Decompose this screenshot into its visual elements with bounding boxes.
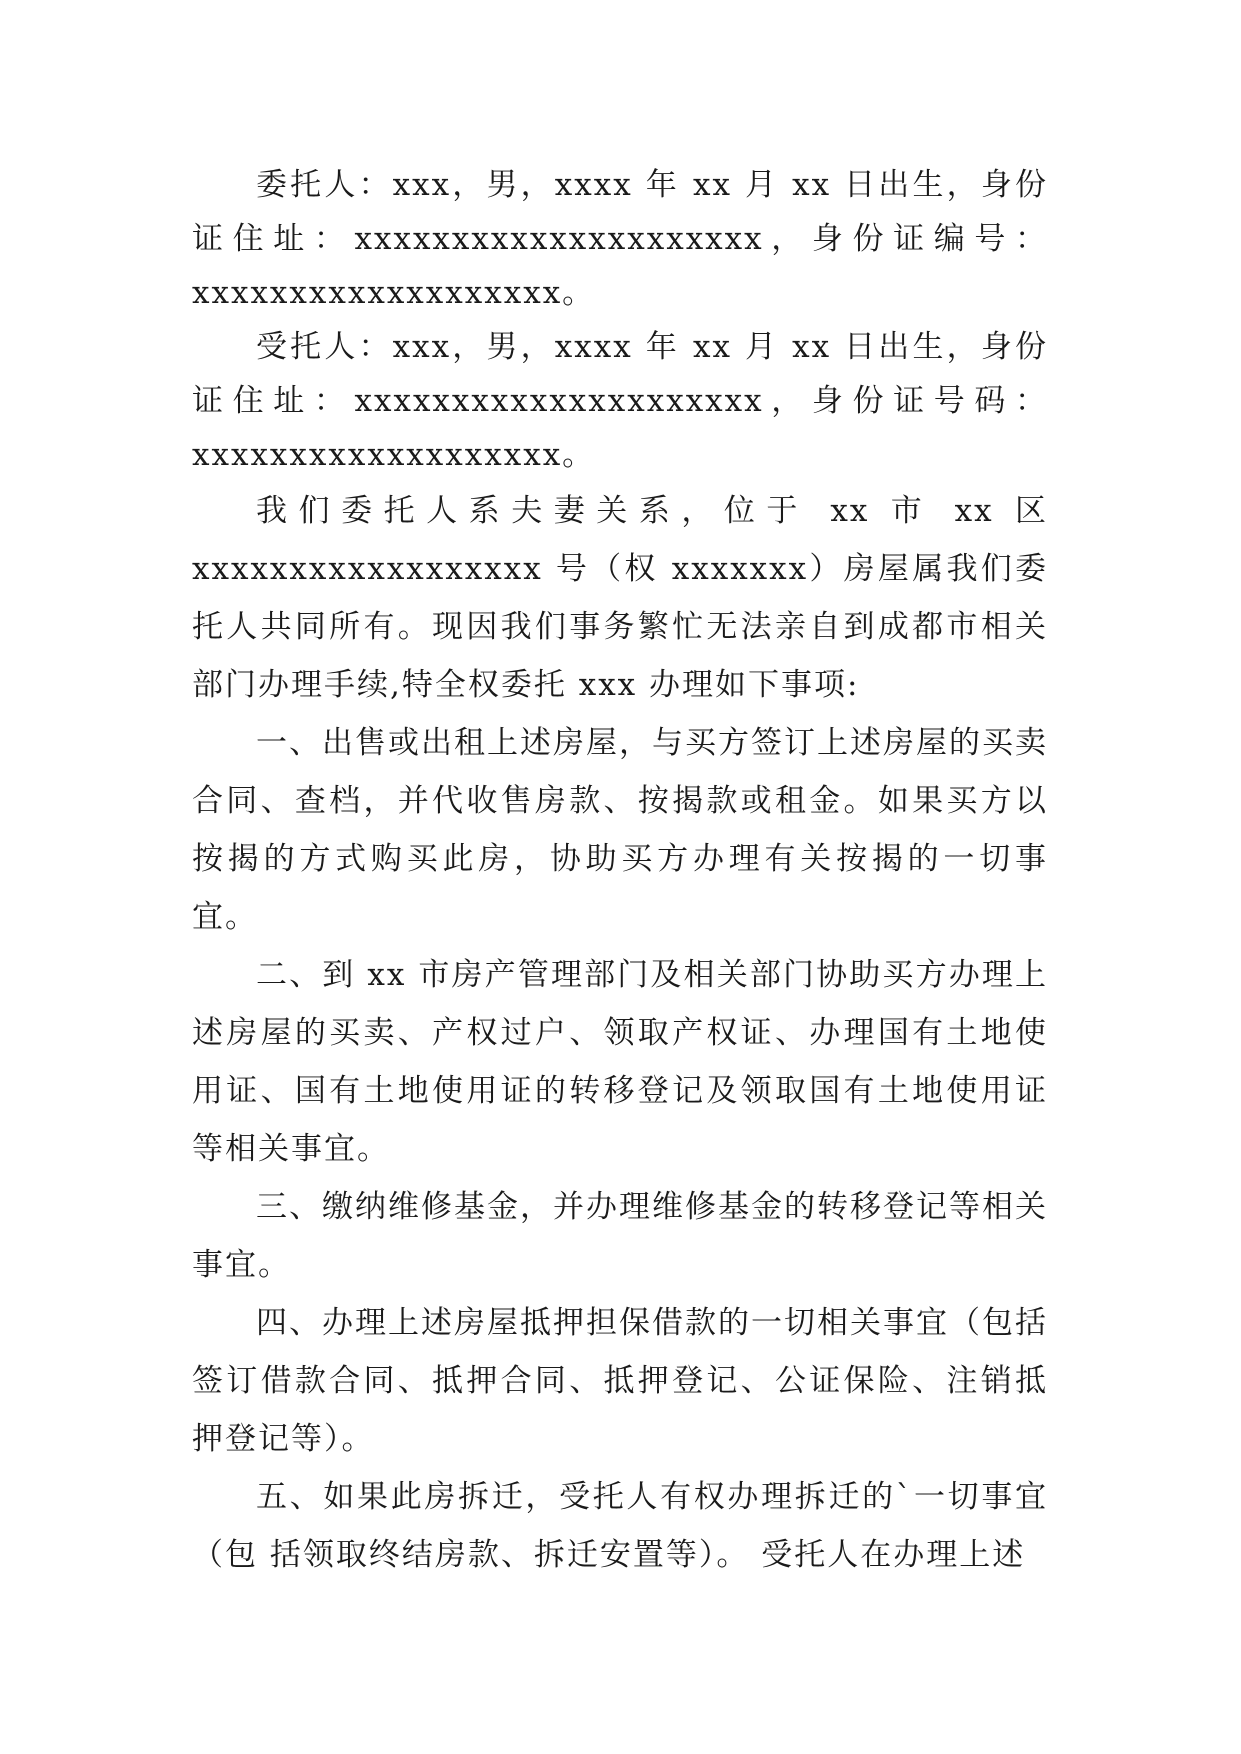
- paragraph-item-3: 三、缴纳维修基金，并办理维修基金的转移登记等相关事宜。: [192, 1189, 1048, 1283]
- paragraph-principal: 委托人：xxx，男，xxxx 年 xx 月 xx 日出生，身份证住址：xxxxxxxxxxxxxxxxxxxxx，身份证编号：xxxxxxxxxxxxxxxxxxx。: [192, 167, 1048, 311]
- paragraph-property: 我们委托人系夫妻关系，位于 xx 市 xx 区 xxxxxxxxxxxxxxxxxx 号（权 xxxxxxx）房屋属我们委托人共同所有。现因我们事务繁忙无法亲自到成都市相关部门办理手续,特全权委托 xxx 办理如下事项:: [192, 493, 1048, 703]
- paragraph-item-5: 五、如果此房拆迁，受托人有权办理拆迁的`一切事宜（包 括领取终结房款、拆迁安置等）。 受托人在办理上述: [192, 1479, 1048, 1573]
- paragraph-item-4: 四、办理上述房屋抵押担保借款的一切相关事宜（包括签订借款合同、抵押合同、抵押登记、公证保险、注销抵押登记等）。: [192, 1305, 1048, 1457]
- document-body: [192, 158, 1048, 1584]
- paragraph-item-2: 二、到 xx 市房产管理部门及相关部门协助买方办理上述房屋的买卖、产权过户、领取产权证、办理国有土地使用证、国有土地使用证的转移登记及领取国有土地使用证等相关事宜。: [192, 957, 1048, 1167]
- paragraph-item-1: 一、出售或出租上述房屋，与买方签订上述房屋的买卖合同、查档，并代收售房款、按揭款或租金。如果买方以按揭的方式购买此房，协助买方办理有关按揭的一切事宜。: [192, 725, 1048, 935]
- paragraph-agent: 受托人：xxx，男，xxxx 年 xx 月 xx 日出生，身份证住址：xxxxxxxxxxxxxxxxxxxxx，身份证号码：xxxxxxxxxxxxxxxxxxx。: [192, 329, 1048, 473]
